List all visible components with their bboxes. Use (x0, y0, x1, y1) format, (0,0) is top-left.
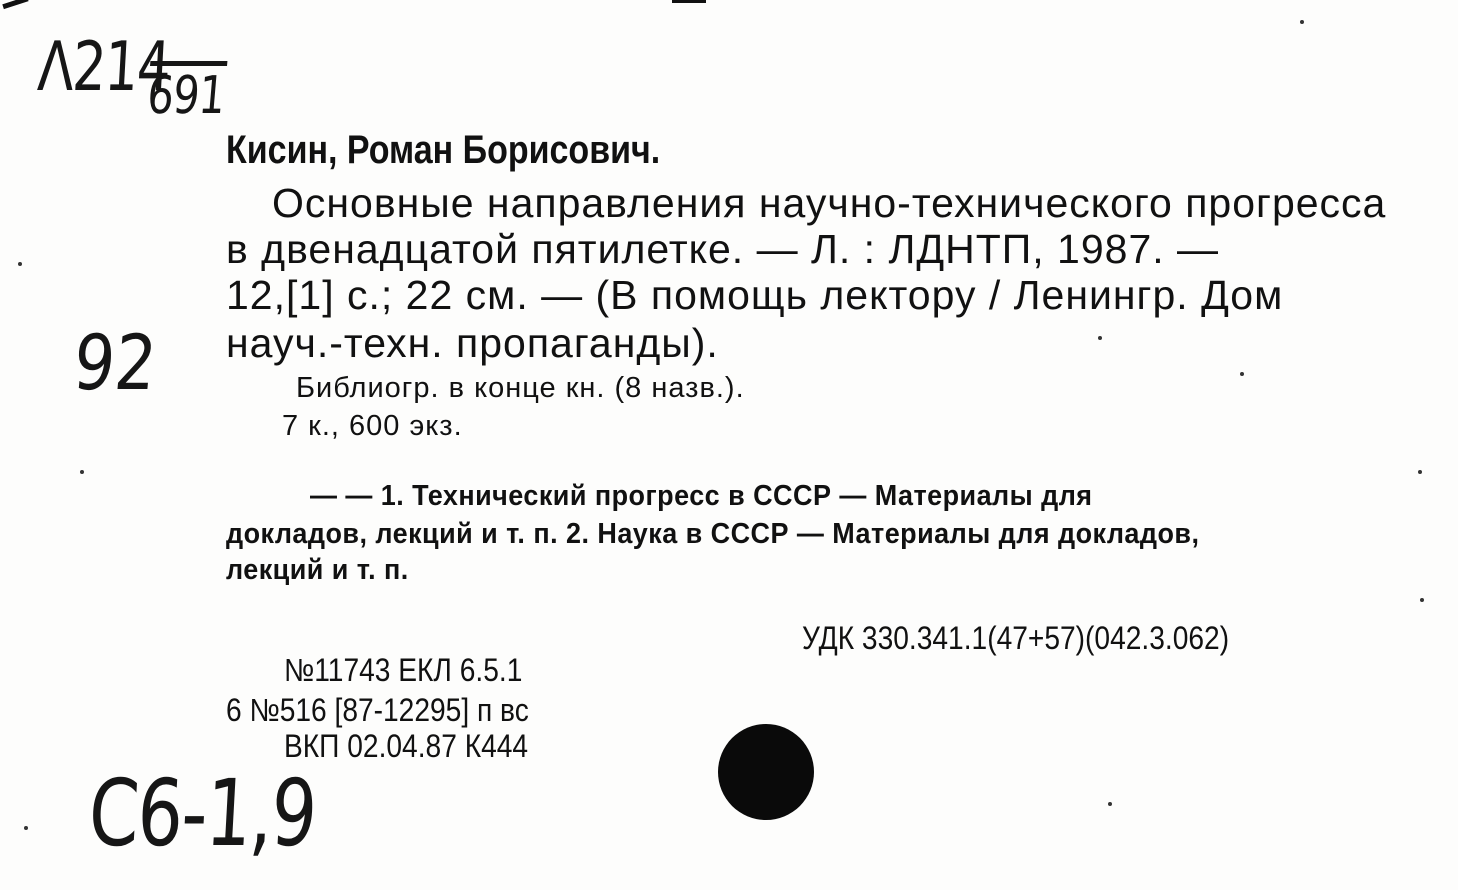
speck (1098, 336, 1102, 340)
title-line-1: Основные направления научно-технического прогресса (272, 180, 1387, 226)
speck (1300, 20, 1304, 24)
speck (24, 826, 28, 830)
handwritten-shelfmark: Λ214 (35, 28, 172, 107)
speck (18, 262, 22, 266)
speck (80, 470, 84, 474)
subject-line-3: лекций и т. п. (226, 554, 409, 586)
udc-code: УДК 330.341.1(47+57)(042.3.062) (802, 620, 1230, 656)
registry-line-3: ВКП 02.04.87 К444 (284, 728, 529, 764)
title-line-3: 12,[1] с.; 22 см. — (В помощь лектору / Ленингр. Дом (226, 272, 1284, 318)
handwritten-shelfmark-sub: 691 (144, 66, 228, 126)
corner-mark (2, 0, 31, 19)
speck (1418, 470, 1422, 474)
title-line-2: в двенадцатой пятилетке. — Л. : ЛДНТП, 1987. — (226, 226, 1220, 272)
top-edge-mark (672, 0, 706, 3)
speck (1420, 598, 1424, 602)
subject-line-1: — — 1. Технический прогресс в СССР — Материалы для (310, 480, 1093, 512)
handwritten-margin-note: 92 (70, 318, 161, 407)
punch-hole (718, 724, 814, 820)
registry-line-1: №11743 ЕКЛ 6.5.1 (284, 652, 523, 688)
handwritten-bottom-note: C6-1,9 (86, 760, 319, 867)
speck (1108, 802, 1112, 806)
registry-line-2: 6 №516 [87-12295] п вс (226, 692, 529, 728)
subject-line-2: докладов, лекций и т. п. 2. Наука в СССР — Материалы для докладов, (226, 518, 1200, 550)
title-line-4: науч.-техн. пропаганды). (226, 320, 719, 366)
author-heading: Кисин, Роман Борисович. (226, 128, 661, 172)
price-print-run: 7 к., 600 экз. (282, 410, 463, 442)
speck (1240, 372, 1244, 376)
bibliography-note: Библиогр. в конце кн. (8 назв.). (296, 372, 745, 404)
